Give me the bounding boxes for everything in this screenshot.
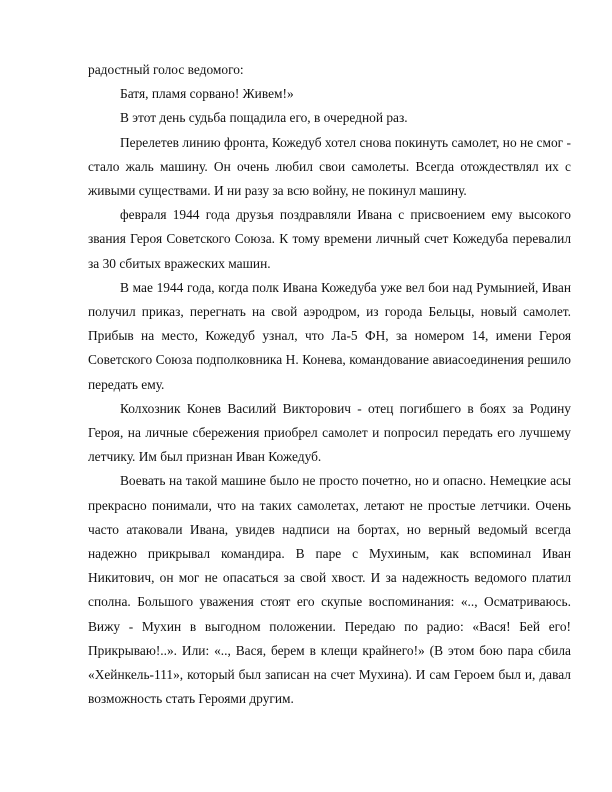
paragraph-4: Перелетев линию фронта, Кожедуб хотел снова покинуть самолет, но не смог - стало жаль машину. Он очень любил свои самолеты. Всегда отождествлял их с живыми существами. И ни разу за всю войну, не покинул машину. xyxy=(88,134,571,199)
paragraph-6: В мае 1944 года, когда полк Ивана Кожедуба уже вел бои над Румынией, Иван получил приказ, перегнать на свой аэродром, из города Бельцы, новый самолет. Прибыв на место, Кожедуб узнал, что Ла-5 ФН, за номером 14, имени Героя Советского Союза подполковника Н. Конева, командование авиасоединения решило передать ему. xyxy=(88,279,571,392)
paragraph-2: Батя, пламя сорвано! Живем!» xyxy=(120,86,294,102)
paragraph-5: февраля 1944 года друзья поздравляли Ивана с присвоением ему высокого звания Героя Советского Союза. К тому времени личный счет Кожедуба перевалил за 30 сбитых вражеских машин. xyxy=(88,207,571,271)
paragraph-3: В этот день судьба пощадила его, в очередной раз. xyxy=(120,110,408,126)
body-text xyxy=(88,58,571,711)
paragraph-1: радостный голос ведомого: xyxy=(88,62,244,77)
paragraph-8: Воевать на такой машине было не просто почетно, но и опасно. Немецкие асы прекрасно понимали, что на таких самолетах, летают не простые летчики. Очень часто атаковали Ивана, увидев надписи на бортах, но верный ведомый всегда надежно прикрывал командира. В паре с Мухиным, как вспоминал Иван Никитович, он мог не опасаться за свой хвост. И за надежность ведомого платил сполна. Большого уважения стоят его скупые воспоминания: «.., Осматриваюсь. Вижу - Мухин в выгодном положении. Передаю по радио: «Вася! Бей его! Прикрываю!..». Или: «.., Вася, берем в клещи крайнего!» (В этом бою пара сбила «Хейнкель-111», который был записан на счет Мухина). И сам Героем был и, давал возможность стать Героями другим. xyxy=(88,473,571,707)
paragraph-7: Колхозник Конев Василий Викторович - отец погибшего в боях за Родину Героя, на личные сбережения приобрел самолет и попросил передать его лучшему летчику. Им был признан Иван Кожедуб. xyxy=(88,400,571,465)
